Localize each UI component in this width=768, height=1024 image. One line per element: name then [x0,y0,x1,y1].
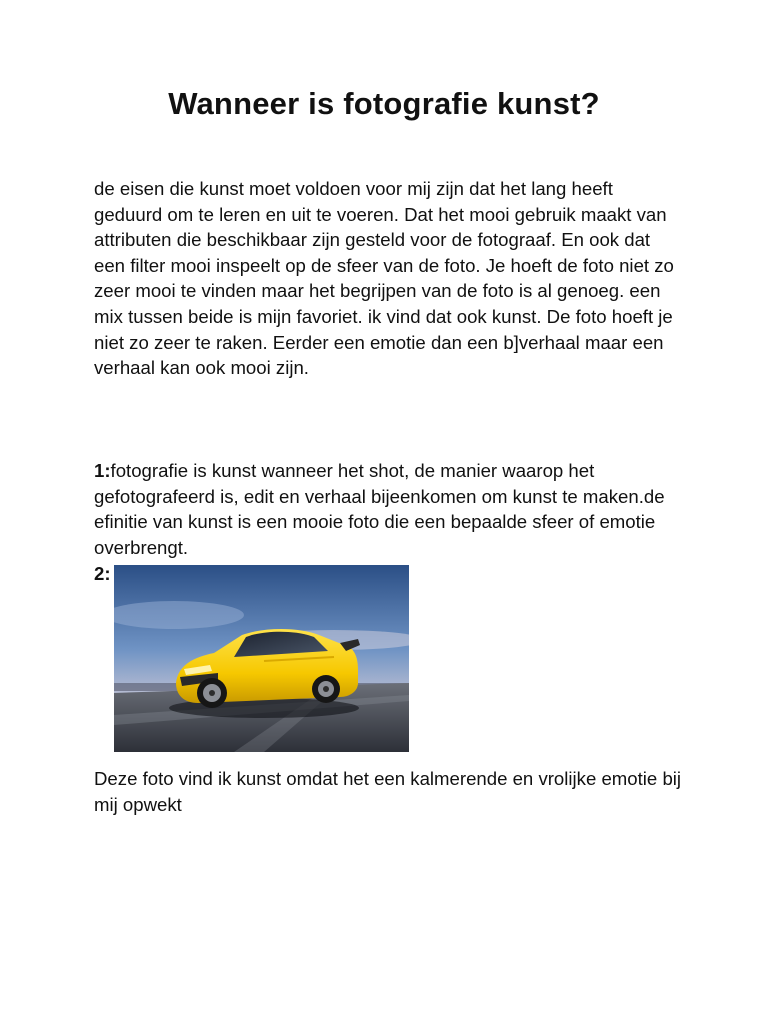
document-title: Wanneer is fotografie kunst? [168,86,600,121]
answer-1-number: 1: [94,460,111,481]
intro-paragraph: de eisen die kunst moet voldoen voor mij zijn dat het lang heeft geduurd om te leren en uit te voeren. Dat het mooi gebruik maakt van attributen die beschikbaar zijn gesteld voor de fotograaf. En ook dat een filter mooi inspeelt op de sfeer van de foto. Je hoeft de foto niet zo zeer mooi te vinden maar het begrijpen van de foto is al genoeg. een mix tussen beide is mijn favoriet. ik vind dat ook kunst. De foto hoeft je niet zo zeer te raken. Eerder een emotie dan een b]verhaal maar een verhaal kan ook mooi zijn. [94,178,674,379]
answer-1-paragraph [94,458,684,560]
answer-1-text: fotografie is kunst wanneer het shot, de manier waarop het gefotografeerd is, edit en verhaal bijeenkomen om kunst te maken.de efinitie van kunst is een mooie foto die een bepaalde sfeer of emotie overbrengt. [94,460,665,558]
car-photo [114,565,409,752]
photo-caption: Deze foto vind ik kunst omdat het een kalmerende en vrolijke emotie bij mij opwekt [94,768,682,815]
answer-2-number: 2: [94,563,111,584]
